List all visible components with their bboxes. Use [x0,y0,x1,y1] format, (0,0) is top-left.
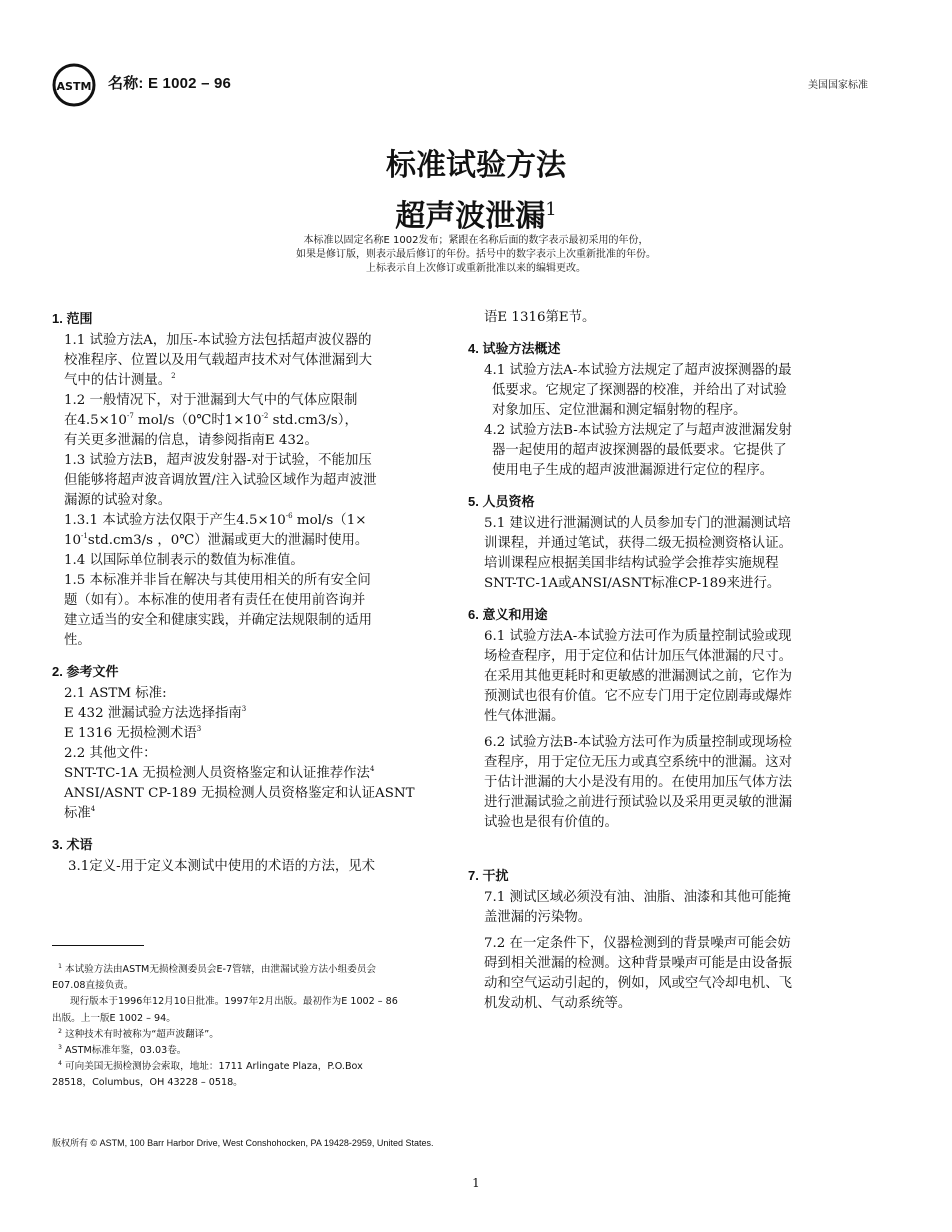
section-heading-scope: 1. 范围 [52,311,93,326]
paragraph-3-1 [68,857,460,877]
exponent: -2 [261,412,269,420]
text-line: 于估计泄漏的大小是没有用的。在使用加压气体方法 [484,775,792,790]
text-line: 6.2 试验方法B-本试验方法可作为质量控制或现场检 [484,735,792,750]
text-line: 预测试也很有价值。它不应专门用于定位剧毒或爆炸 [484,689,792,704]
text-line: 动和空气运动引起的，例如，风或空气冷却电机、飞 [484,976,792,991]
section-heading-significance: 6. 意义和用途 [468,607,548,622]
footnote-ref: 3 [241,705,247,713]
paragraph-4-1 [484,361,868,421]
text-line: SNT-TC-1A或ANSI/ASNT标准CP-189来进行。 [484,576,781,591]
text-span: mol/s（1× [292,513,367,528]
text-line: 5.1 建议进行泄漏测试的人员参加专门的泄漏测试培 [484,516,791,531]
footnote-mark: 4 [58,1060,62,1068]
text-line: 低要求。它规定了探测器的校准，并给出了对试验 [492,383,787,398]
text-span: std.cm3/s ，0℃）泄漏或更大的泄漏时使用。 [87,533,369,548]
text-line: 1.4 以国际单位制表示的数值为标准值。 [64,553,304,568]
standard-note [0,234,952,276]
text-span: E 1316 无损检测术语 [64,726,197,741]
text-line: 但能够将超声波音调放置/注入试验区域作为超声波泄 [64,473,377,488]
text-span: 标准 [64,806,91,821]
text-span: ASTM标准年鉴，03.03卷。 [61,1045,187,1057]
footnote-1 [52,962,462,978]
text-line: 语E 1316第E节。 [484,310,596,325]
text-line: 场检查程序，用于定位和估计加压气体泄漏的尺寸。 [484,649,792,664]
text-line: 2.1 ASTM 标准: [64,686,167,701]
footnote-ref: 3 [196,725,202,733]
national-standard-label: 美国国家标准 [808,80,868,91]
section-heading-references: 2. 参考文件 [52,664,119,679]
text-line: 1.5 本标准并非旨在解决与其使用相关的所有安全问 [64,573,371,588]
footnote-ref: 2 [171,372,176,380]
text-line: 碍到相关泄漏的检测。这种背景噪声可能是由设备振 [484,956,792,971]
text-line: 漏源的试验对象。 [64,493,172,508]
text-line: 7.1 测试区域必须没有油、油脂、油漆和其他可能掩 [484,890,791,905]
paragraph-7-2 [484,934,868,1014]
title-line-2 [0,190,952,237]
text-line: 校准程序、位置以及用气载超声技术对气体泄漏到大 [64,353,372,368]
standard-note-line: 本标准以固定名称E 1002发布；紧跟在名称后面的数字表示最初采用的年份， [303,235,649,246]
footnote-3 [52,1043,462,1059]
right-column [468,310,868,1014]
paragraph-4-2 [484,421,868,481]
text-line: 进行泄漏试验之前进行预试验以及采用更灵敏的泄漏 [484,795,792,810]
paragraph-3-1-continued [484,308,868,328]
text-line: 4.1 试验方法A-本试验方法规定了超声波探测器的最 [484,363,792,378]
reference-e1316 [64,724,460,744]
footnote-2 [52,1027,462,1043]
text-span: std.cm3/s）， [268,413,358,428]
section-heading-personnel: 5. 人员资格 [468,494,535,509]
text-line: 器一起使用的超声波探测器的最低要求。它提供了 [492,443,787,458]
footnote-mark: 2 [58,1027,62,1035]
text-line: 盖泄漏的污染物。 [484,910,592,925]
paragraph-1-3-1 [64,511,460,551]
paragraph-1-1 [64,331,460,391]
text-line: 3.1定义-用于定义本测试中使用的术语的方法，见术 [68,859,376,874]
text-line: 1.1 试验方法A，加压-本试验方法包括超声波仪器的 [64,333,372,348]
text-span: 气中的估计测量。 [64,373,172,388]
text-line: 训课程，并通过笔试，获得二级无损检测资格认证。 [484,536,792,551]
exponent: -6 [285,512,293,520]
paragraph-6-2 [484,733,868,833]
paragraph-2 [64,684,460,824]
paragraph-6-1 [484,627,868,727]
paragraph-1-5 [64,571,460,651]
footnote-rule [52,945,144,946]
title-footnote-mark: 1 [545,199,557,220]
text-line [64,411,460,431]
text-line: 6.1 试验方法A-本试验方法可作为质量控制试验或现 [484,629,792,644]
section-heading-terminology: 3. 术语 [52,837,93,852]
text-line: 在采用其他更耗时和更敏感的泄漏测试之前，它作为 [484,669,792,684]
footnote-mark: 3 [58,1044,62,1052]
reference-snt-tc-1a [64,764,460,784]
text-line: 有关更多泄漏的信息，请参阅指南E 432。 [64,433,318,448]
footnote-ref: 4 [369,765,375,773]
designation: 名称: E 1002 – 96 [108,75,232,92]
text-line: 查程序，用于定位无压力或真空系统中的泄漏。这对 [484,755,792,770]
text-line [64,511,460,531]
text-line: 现行版本于1996年12月10日批准。1997年2月出版。最初作为E 1002 – 86 [70,996,398,1008]
text-span: mol/s（0℃时1×10 [133,413,262,428]
text-line [64,804,460,824]
text-line: 试验也是很有价值的。 [484,815,618,830]
paragraph-1-2 [64,391,460,451]
title-line-2-text: 超声波泄漏 [395,199,546,234]
copyright-notice: 版权所有 © ASTM, 100 Barr Harbor Drive, West Conshohocken, PA 19428-2959, United States. [52,1138,434,1148]
text-span: 本试验方法由ASTM无损检测委员会E-7管辖，由泄漏试验方法小组委员会 [61,964,377,975]
footnote-mark: 1 [58,963,62,970]
text-span: 可向美国无损检测协会索取，地址：1711 Arlingate Plaza，P.O.Box [61,1061,363,1073]
astm-logo [50,62,98,108]
standard-note-line: 如果是修订版，则表示最后修订的年份。括号中的数字表示上次重新批准的年份。 [296,249,656,260]
text-line: 28518，Columbus，OH 43228 – 0518。 [52,1077,243,1089]
text-span: E 432 泄漏试验方法选择指南 [64,706,242,721]
text-line: 机发动机、气动系统等。 [484,996,632,1011]
page-number: 1 [472,1176,480,1190]
text-line: 性。 [64,633,91,648]
paragraph-1-3 [64,451,460,511]
paragraph-5-1 [484,514,868,594]
exponent: -1 [81,532,88,540]
text-span: SNT-TC-1A 无损检测人员资格鉴定和认证推荐作法 [64,766,370,781]
text-span: 这种技术有时被称为“超声波翻译”。 [61,1028,219,1040]
standard-note-line: 上标表示自上次修订或重新批准以来的编辑更改。 [366,263,586,274]
text-line: 性气体泄漏。 [484,709,565,724]
text-line: 对象加压、定位泄漏和测定辐射物的程序。 [492,403,747,418]
left-column [52,310,460,877]
text-span: 在4.5×10 [64,413,127,428]
text-line: 1.2 一般情况下，对于泄漏到大气中的气体应限制 [64,393,358,408]
footnotes [52,962,462,1092]
logo-text: ASTM [56,80,92,93]
section-heading-interferences: 7. 干扰 [468,868,509,883]
text-line: 1.3 试验方法B，超声波发射器-对于试验，不能加压 [64,453,372,468]
paragraph-7-1 [484,888,868,928]
paragraph-1-4 [64,551,460,571]
title-line-1: 标准试验方法 [386,148,566,183]
text-line: 培训课程应根据美国非结构试验学会推荐实施规程 [484,556,779,571]
text-line: 建立适当的安全和健康实践，并确定法规限制的适用 [64,613,372,628]
text-line: 4.2 试验方法B-本试验方法规定了与超声波泄漏发射 [484,423,792,438]
text-line [64,531,460,551]
section-heading-summary: 4. 试验方法概述 [468,341,561,356]
text-span: 10 [64,533,82,548]
reference-e432 [64,704,460,724]
footnote-4 [52,1059,462,1075]
reference-cp-189: ANSI/ASNT CP-189 无损检测人员资格鉴定和认证ASNT [64,786,415,801]
footnote-ref: 4 [90,805,96,813]
text-line: 题（如有）。本标准的使用者有责任在使用前咨询并 [64,593,366,608]
text-line: 使用电子生成的超声波泄漏源进行定位的程序。 [492,463,774,478]
text-line: E07.08直接负责。 [52,980,134,992]
text-line [64,371,460,391]
text-line: 2.2 其他文件： [64,746,157,761]
text-line: 出版。上一版E 1002 – 94。 [52,1012,176,1024]
text-span: 1.3.1 本试验方法仅限于产生4.5×10 [64,513,286,528]
exponent: -7 [126,412,134,420]
text-line: 7.2 在一定条件下，仪器检测到的背景噪声可能会妨 [484,936,791,951]
